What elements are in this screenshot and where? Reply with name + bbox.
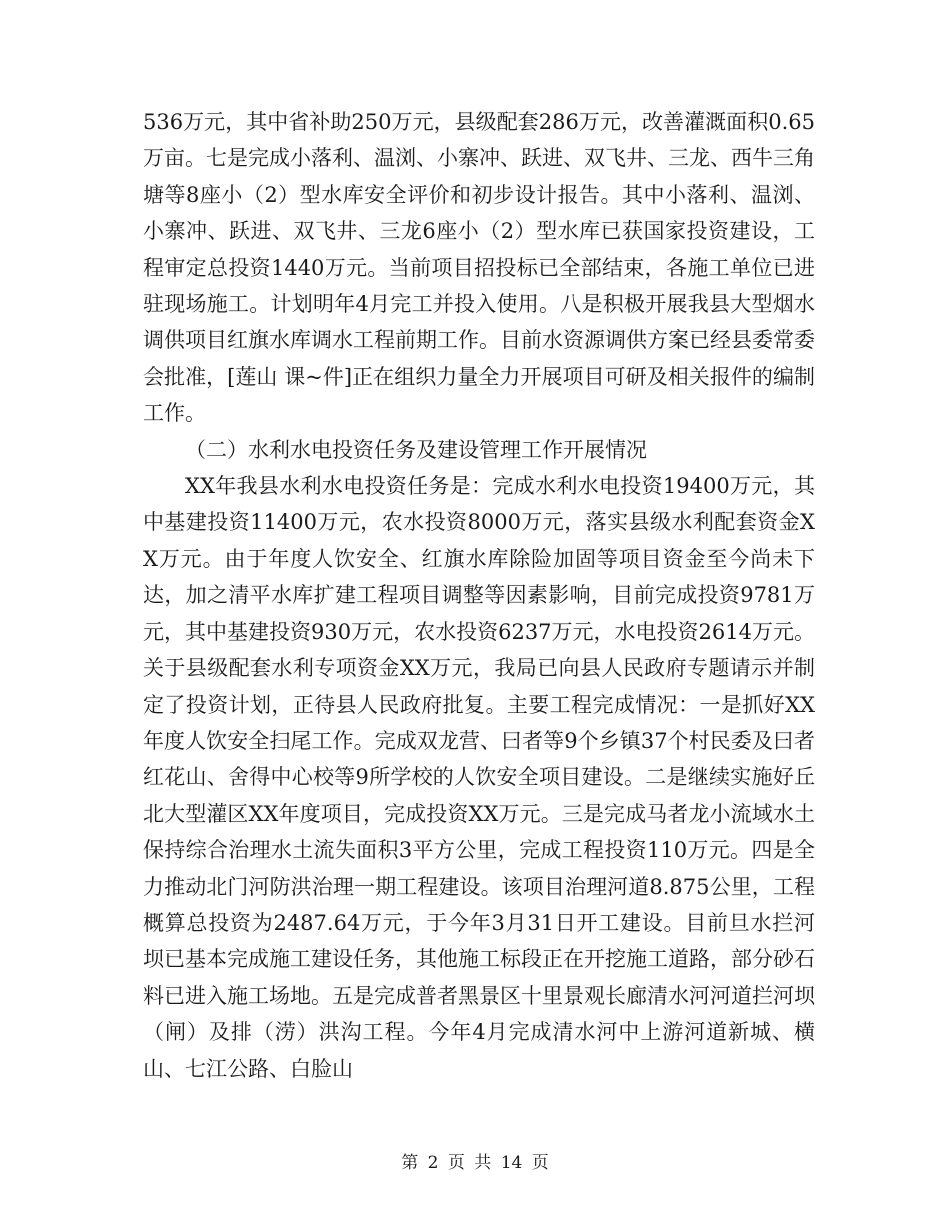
paragraph-continued: 536万元，其中省补助250万元，县级配套286万元，改善灌溉面积0.65万亩。七是完成小落利、温浏、小寨冲、跃进、双飞井、三龙、西牛三角塘等8座小（2）型水库安全评价和初步设计报告。其中小落利、温浏、小寨冲、跃进、双飞井、三龙6座小（2）型水库已获国家投资建设，工程审定总投资1440万元。当前项目招投标已全部结束，各施工单位已进驻现场施工。计划明年4月完工并投入使用。八是积极开展我县大型烟水调供项目红旗水库调水工程前期工作。目前水资源调供方案已经县委常委会批准，[莲山 课~件]正在组织力量全力开展项目可研及相关报件的编制工作。	[143, 110, 815, 426]
paragraph-investment: XX年我县水利水电投资任务是：完成水利水电投资19400万元，其中基建投资11400万元，农水投资8000万元，落实县级水利配套资金XX万元。由于年度人饮安全、红旗水库除险加固等项目资金至今尚未下达，加之清平水库扩建工程项目调整等因素影响，目前完成投资9781万元，其中基建投资930万元，农水投资6237万元，水电投资2614万元。关于县级配套水利专项资金XX万元，我局已向县人民政府专题请示并制定了投资计划，正待县人民政府批复。主要工程完成情况：一是抓好XX年度人饮安全扫尾工作。完成双龙营、曰者等9个乡镇37个村民委及曰者红花山、舍得中心校等9所学校的人饮安全项目建设。二是继续实施好丘北大型灌区XX年度项目，完成投资XX万元。三是完成马者龙小流域水土保持综合治理水土流失面积3平方公里，完成工程投资110万元。四是全力推动北门河防洪治理一期工程建设。该项目治理河道8.875公里，工程概算总投资为2487.64万元，于今年3月31日开工建设。目前旦水拦河坝已基本完成施工建设任务，其他施工标段正在开挖施工道路，部分砂石料已进入施工场地。五是完成普者黑景区十里景观长廊清水河河道拦河坝（闸）及排（涝）洪沟工程。今年4月完成清水河中上游河道新城、横山、七江公路、白脸山	[143, 474, 815, 1081]
document-body	[143, 104, 815, 1087]
page-footer: 第 2 页 共 14 页	[401, 1153, 549, 1173]
section-heading: （二）水利水电投资任务及建设管理工作开展情况	[185, 437, 647, 462]
